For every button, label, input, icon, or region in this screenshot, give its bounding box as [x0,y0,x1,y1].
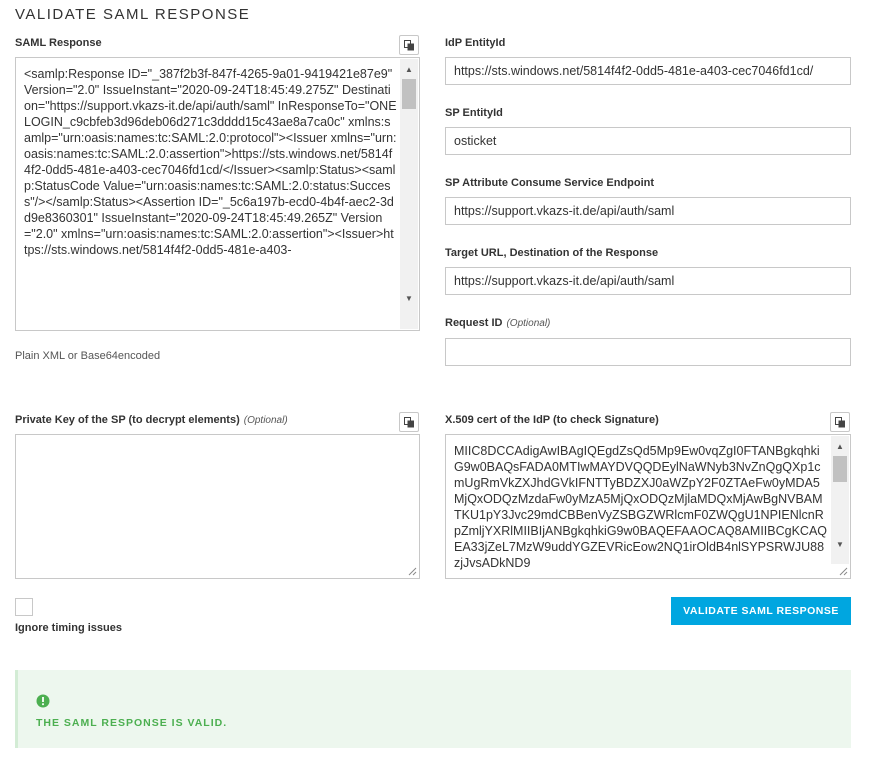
resize-grip-icon[interactable] [407,566,417,576]
saml-response-hint: Plain XML or Base64encoded [15,350,161,362]
scroll-up-arrow-icon[interactable]: ▲ [836,441,844,451]
sp-entity-id-input[interactable] [445,127,851,155]
idp-entity-id-input[interactable] [445,57,851,85]
saml-response-label: SAML Response [15,37,102,49]
optional-tag: (Optional) [506,318,551,329]
success-alert [15,670,851,748]
scroll-thumb[interactable] [402,79,416,109]
scroll-down-arrow-icon[interactable]: ▼ [405,293,413,303]
optional-tag: (Optional) [243,415,288,426]
exclamation-circle-icon [36,694,50,708]
saml-response-textarea[interactable] [15,57,420,331]
copy-x509-cert-button[interactable] [830,412,850,432]
ignore-timing-checkbox[interactable] [15,598,33,616]
sp-acs-label: SP Attribute Consume Service Endpoint [445,177,655,189]
scroll-thumb[interactable] [833,456,847,482]
private-key-label [15,414,288,426]
target-url-label: Target URL, Destination of the Response [445,247,659,259]
request-id-label-text: Request ID [445,317,503,329]
copy-icon [404,417,415,428]
scroll-down-arrow-icon[interactable]: ▼ [836,539,844,549]
saml-response-text: <samlp:Response ID="_387f2b3f-847f-4265-9a01-9419421e87e9" Version="2.0" IssueInstant="2020-09-24T18:45:49.275Z" Destination="https://support.vkazs-it.de/api/auth/saml" InResponseTo="ONELOGIN_c9cbfeb3d96deb06d271c3dddd15c43ae8a7ca0c" xmlns:samlp="urn:oasis:names:tc:SAML:2.0:protocol"><Issuer xmlns="urn:oasis:names:tc:SAML:2.0:assertion">https://sts.windows.net/5814f4f2-0dd5-481e-a403-cec7046fd1cd/</Issuer><samlp:Status><samlp:StatusCode Value="urn:oasis:names:tc:SAML:2.0:status:Success"/></samlp:Status><Assertion ID="_5c6a197b-ecd0-4b4f-aec2-3dd9e8360301" IssueInstant="2020-09-24T18:45:49.265Z" Version="2.0" xmlns="urn:oasis:names:tc:SAML:2.0:assertion"><Issuer>https://sts.windows.net/5814f4f2-0dd5-481e-a403- [24,67,397,257]
scroll-up-arrow-icon[interactable]: ▲ [405,64,413,74]
copy-icon [835,417,846,428]
x509-cert-textarea[interactable] [445,434,851,579]
resize-grip-icon[interactable] [838,566,848,576]
copy-saml-response-button[interactable] [399,35,419,55]
x509-cert-scrollbar[interactable] [831,436,849,564]
x509-cert-text: MIIC8DCCAdigAwIBAgIQEgdZsQd5Mp9Ew0vqZgI0FTANBgkqhkiG9w0BAQsFADA0MTIwMAYDVQQDEylNaWNyb3NvZnQgQXp1cmUgRmVkZXJhdGVkIFNTTyBDZXJ0aWZpY2F0ZTAeFw0yMDA5MjQxODQzMzdaFw0yMzA5MjQxODQzMjlaMDQxMjAwBgNVBAMTKU1pY3Jvc29mdCBBenVyZSBGZWRlcmF0ZWQgU1NPIENlcnRpZmljYXRlMIIBIjANBgkqhkiG9w0BAQEFAAOCAQ8AMIIBCgKCAQEA33jZeL7MzW9uddYGZEVRicEow2NQ1irOldB4nlSYPSRWJU88zjJvsADkND9 [454,444,828,570]
saml-response-scrollbar[interactable] [400,59,418,329]
idp-entity-id-label: IdP EntityId [445,37,506,49]
private-key-label-text: Private Key of the SP (to decrypt elements) [15,414,240,426]
validate-saml-response-button[interactable]: VALIDATE SAML RESPONSE [671,597,851,625]
page-title: VALIDATE SAML RESPONSE [15,6,251,23]
copy-private-key-button[interactable] [399,412,419,432]
private-key-textarea[interactable] [15,434,420,579]
ignore-timing-label: Ignore timing issues [15,622,122,634]
alert-message: THE SAML RESPONSE IS VALID. [36,717,228,729]
request-id-label [445,317,550,329]
sp-entity-id-label: SP EntityId [445,107,503,119]
sp-acs-input[interactable] [445,197,851,225]
copy-icon [404,40,415,51]
request-id-input[interactable] [445,338,851,366]
x509-cert-label: X.509 cert of the IdP (to check Signature) [445,414,659,426]
target-url-input[interactable] [445,267,851,295]
